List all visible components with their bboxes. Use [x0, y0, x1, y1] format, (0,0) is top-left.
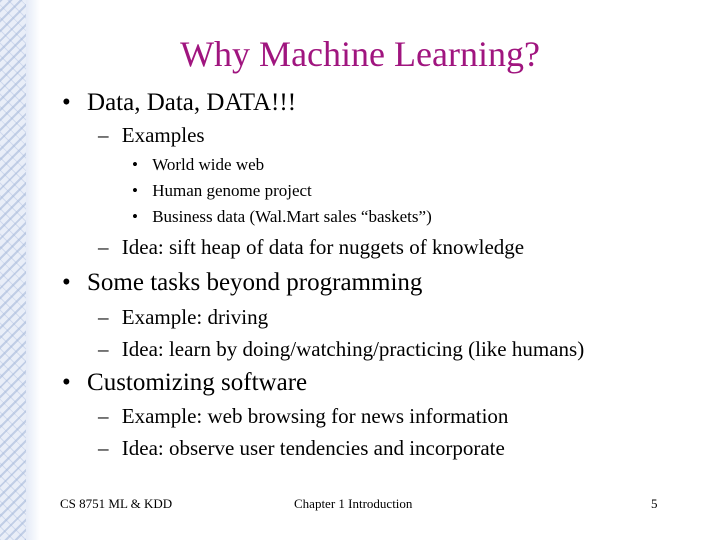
sub-bullet-text: Example: web browsing for news information: [121, 404, 509, 428]
dash-marker: –: [98, 404, 109, 428]
sub-sub-bullet-text: World wide web: [152, 155, 265, 174]
bullet-text: Customizing software: [87, 369, 308, 396]
sub-bullet-item: [98, 304, 268, 330]
bullet-text: Some tasks beyond programming: [87, 269, 423, 296]
sub-sub-bullet-item: [132, 180, 312, 202]
footer-chapter-label: Chapter 1 Introduction: [294, 496, 413, 511]
bullet-item: [62, 268, 422, 298]
sub-bullet-item: [98, 234, 524, 260]
slide-title: Why Machine Learning?: [180, 34, 540, 74]
sub-bullet-item: [98, 435, 505, 461]
footer-page-number: 5: [651, 496, 658, 511]
sub-bullet-text: Idea: observe user tendencies and incorporate: [121, 436, 505, 460]
bullet-marker: •: [132, 181, 138, 200]
bullet-item: [62, 368, 307, 398]
bullet-marker: •: [62, 89, 71, 116]
bullet-marker: •: [62, 269, 71, 296]
left-border-texture: [0, 0, 26, 540]
dash-marker: –: [98, 235, 109, 259]
sub-bullet-text: Example: driving: [121, 305, 269, 329]
sub-bullet-item: [98, 403, 508, 429]
bullet-marker: •: [132, 207, 138, 226]
sub-bullet-text: Idea: sift heap of data for nuggets of knowledge: [121, 235, 525, 259]
dash-marker: –: [98, 305, 109, 329]
sub-bullet-text: Examples: [121, 123, 205, 147]
dash-marker: –: [98, 123, 109, 147]
sub-bullet-text: Idea: learn by doing/watching/practicing (like humans): [121, 337, 585, 361]
sub-sub-bullet-text: Business data (Wal.Mart sales “baskets”): [152, 207, 432, 226]
sub-bullet-item: [98, 122, 205, 148]
left-border-fade: [26, 0, 40, 540]
bullet-marker: •: [132, 155, 138, 174]
bullet-item: [62, 88, 296, 118]
sub-sub-bullet-item: [132, 206, 432, 228]
sub-sub-bullet-item: [132, 154, 264, 176]
bullet-text: Data, Data, DATA!!!: [87, 89, 297, 116]
sub-bullet-item: [98, 336, 584, 362]
sub-sub-bullet-text: Human genome project: [152, 181, 312, 200]
bullet-marker: •: [62, 369, 71, 396]
dash-marker: –: [98, 436, 109, 460]
dash-marker: –: [98, 337, 109, 361]
footer-course-label: CS 8751 ML & KDD: [60, 496, 173, 511]
